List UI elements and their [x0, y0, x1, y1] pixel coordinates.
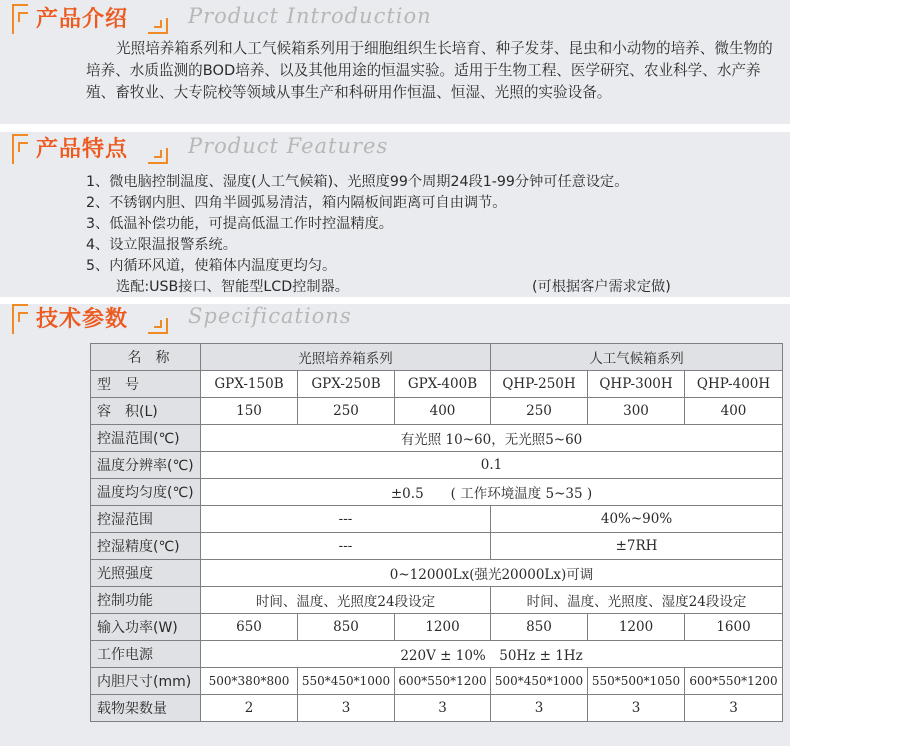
table-cell: QHP-250H: [491, 371, 588, 398]
corner-ornament-icon: [12, 304, 28, 334]
table-cell: 250: [491, 398, 588, 425]
table-cell: 3: [491, 695, 588, 722]
table-cell: 600*550*1200: [395, 668, 491, 695]
table-cell: 600*550*1200: [685, 668, 783, 695]
section-title-cn: 产品特点: [36, 137, 129, 162]
row-label: 光照强度: [91, 560, 201, 587]
row-label: 载物架数量: [91, 695, 201, 722]
spec-table: [90, 343, 783, 722]
table-row: [91, 425, 783, 452]
feature-item: 5、内循环风道，使箱体内温度更均匀。: [86, 258, 337, 274]
table-cell: QHP-400H: [685, 371, 783, 398]
feature-item: 2、不锈钢内胆、四角半圆弧易清洁，箱内隔板间距离可自由调节。: [86, 195, 507, 211]
table-cell: 500*380*800: [201, 668, 298, 695]
row-label: 控制功能: [91, 587, 201, 614]
table-row: [91, 452, 783, 479]
row-label: 内胆尺寸(mm): [91, 668, 201, 695]
table-row: [91, 668, 783, 695]
row-label: 型 号: [91, 371, 201, 398]
table-cell: 3: [685, 695, 783, 722]
optional-text: 选配:USB接口、智能型LCD控制器。: [116, 279, 349, 295]
section-title-cn: 技术参数: [36, 307, 129, 332]
group-header: 光照培养箱系列: [201, 344, 491, 371]
feature-item: 4、设立限温报警系统。: [86, 237, 237, 253]
table-row: [91, 506, 783, 533]
table-cell: 1200: [395, 614, 491, 641]
table-cell: GPX-250B: [298, 371, 395, 398]
table-cell: 550*500*1050: [588, 668, 685, 695]
table-cell: 850: [491, 614, 588, 641]
feature-item: 1、微电脑控制温度、湿度(人工气候箱)、光照度99个周期24段1-99分钟可任意设定。: [86, 174, 629, 190]
table-row: [91, 533, 783, 560]
table-cell: ±0.5 ( 工作环境温度 5~35 ): [201, 479, 783, 506]
custom-note: (可根据客户需求定做): [532, 279, 671, 295]
corner-ornament-icon: [12, 134, 28, 164]
corner-ornament-icon: [148, 318, 168, 334]
table-cell: 220V ± 10% 50Hz ± 1Hz: [201, 641, 783, 668]
table-cell: ---: [201, 506, 491, 533]
section-header-features: [0, 130, 520, 168]
table-cell: 40%~90%: [491, 506, 783, 533]
table-cell: 1600: [685, 614, 783, 641]
table-cell: 500*450*1000: [491, 668, 588, 695]
table-row: [91, 587, 783, 614]
corner-ornament-icon: [148, 18, 168, 34]
table-cell: 850: [298, 614, 395, 641]
table-row: [91, 398, 783, 425]
section-header-intro: [0, 0, 520, 38]
table-row: [91, 614, 783, 641]
table-row: [91, 479, 783, 506]
table-cell: 550*450*1000: [298, 668, 395, 695]
table-row: [91, 641, 783, 668]
intro-paragraph: 光照培养箱系列和人工气候箱系列用于细胞组织生长培育、种子发芽、昆虫和小动物的培养、微生物的培养、水质监测的BOD培养、以及其他用途的恒温实验。适用于生物工程、医学研究、农业科学、水产养殖、畜牧业、大专院校等领域从事生产和科研用作恒温、恒湿、光照的实验设备。: [86, 40, 773, 101]
corner-ornament-icon: [12, 4, 28, 34]
table-cell: 400: [395, 398, 491, 425]
section-header-specs: [0, 300, 520, 338]
features-list: [86, 172, 786, 298]
table-cell: 650: [201, 614, 298, 641]
table-cell: ---: [201, 533, 491, 560]
section-title-cn: 产品介绍: [36, 7, 129, 32]
table-cell: 时间、温度、光照度24段设定: [201, 587, 491, 614]
table-cell: 150: [201, 398, 298, 425]
table-cell: 3: [588, 695, 685, 722]
intro-text-block: [86, 38, 786, 104]
optional-line: [86, 277, 786, 298]
corner-ornament-icon: [148, 148, 168, 164]
row-label: 工作电源: [91, 641, 201, 668]
table-cell: 3: [298, 695, 395, 722]
group-header: 人工气候箱系列: [491, 344, 783, 371]
section-title-en: Specifications: [188, 304, 352, 328]
table-row: [91, 371, 783, 398]
table-cell: 1200: [588, 614, 685, 641]
section-title-en: Product Introduction: [188, 4, 432, 28]
section-title-en: Product Features: [188, 134, 389, 158]
table-cell: 400: [685, 398, 783, 425]
table-row: [91, 695, 783, 722]
table-cell: GPX-150B: [201, 371, 298, 398]
row-label: 控温范围(℃): [91, 425, 201, 452]
table-cell: QHP-300H: [588, 371, 685, 398]
row-label: 名 称: [91, 344, 201, 371]
table-cell: ±7RH: [491, 533, 783, 560]
table-row: [91, 560, 783, 587]
row-label: 控湿范围: [91, 506, 201, 533]
feature-item: 3、低温补偿功能，可提高低温工作时控温精度。: [86, 216, 393, 232]
row-label: 温度分辨率(℃): [91, 452, 201, 479]
row-label: 控湿精度(℃): [91, 533, 201, 560]
row-label: 输入功率(W): [91, 614, 201, 641]
table-cell: GPX-400B: [395, 371, 491, 398]
table-cell: 有光照 10~60，无光照5~60: [201, 425, 783, 452]
table-cell: 0.1: [201, 452, 783, 479]
table-cell: 3: [395, 695, 491, 722]
table-cell: 300: [588, 398, 685, 425]
row-label: 温度均匀度(℃): [91, 479, 201, 506]
table-row: [91, 344, 783, 371]
table-cell: 250: [298, 398, 395, 425]
table-cell: 时间、温度、光照度、湿度24段设定: [491, 587, 783, 614]
row-label: 容 积(L): [91, 398, 201, 425]
table-cell: 2: [201, 695, 298, 722]
table-cell: 0~12000Lx(强光20000Lx)可调: [201, 560, 783, 587]
